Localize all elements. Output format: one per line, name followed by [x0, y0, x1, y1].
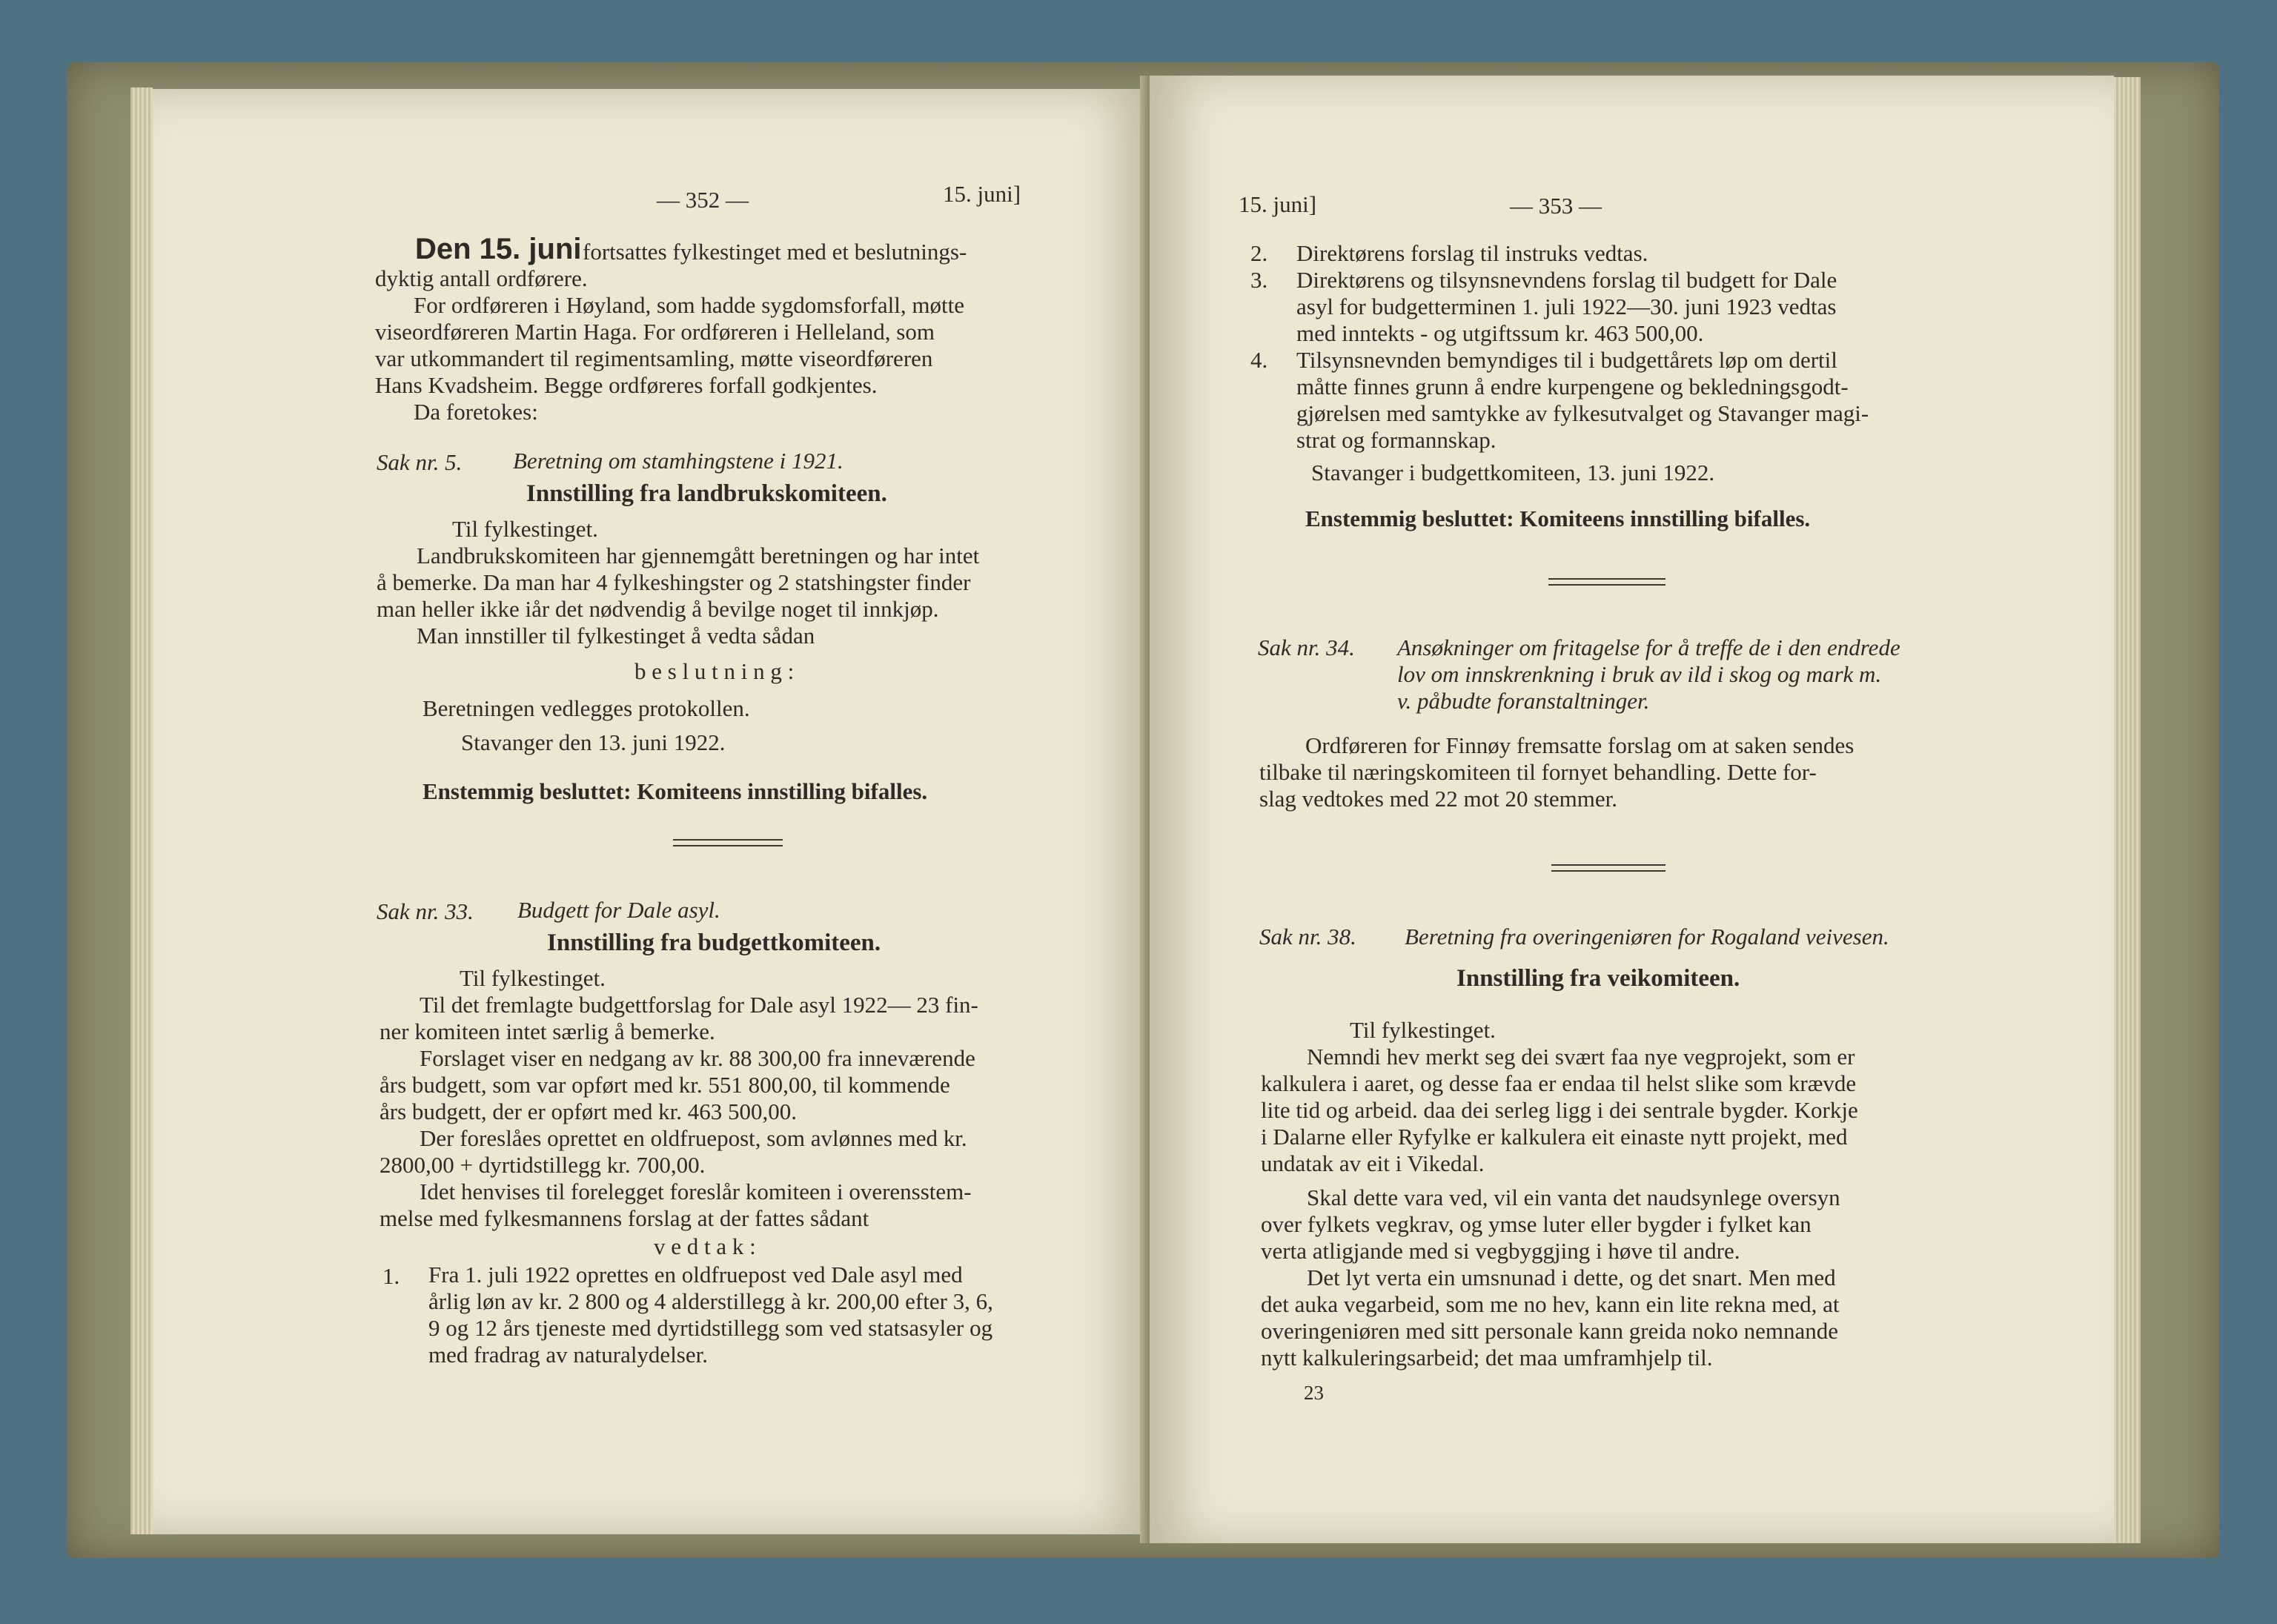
- list-line: Tilsynsnevnden bemyndiges til i budgettårets løp om dertil: [1296, 347, 1837, 373]
- body-line: undatak av eit i Vikedal.: [1261, 1150, 1485, 1176]
- sak-title: Ansøkninger om fritagelse for å treffe de i den endrede: [1397, 634, 1900, 660]
- body-line: slag vedtokes med 22 mot 20 stemmer.: [1259, 786, 1618, 812]
- list-number: 2.: [1250, 240, 1268, 266]
- body-line: Til det fremlagte budgettforslag for Dale asyl 1922— 23 fin-: [420, 992, 978, 1018]
- sak-label: Sak nr. 33.: [377, 898, 474, 924]
- intro-line: dyktig antall ordførere.: [375, 265, 588, 291]
- body-line: nytt kalkuleringsarbeid; det maa umframhjelp til.: [1261, 1345, 1713, 1371]
- date-prefix: Den 15. juni: [415, 233, 582, 265]
- section-heading: Innstilling fra budgettkomiteen.: [547, 929, 881, 956]
- intro-line: Da foretokes:: [414, 399, 538, 425]
- running-head: 15. juni]: [943, 181, 1021, 207]
- list-number: 3.: [1250, 267, 1268, 293]
- body-line: verta atligjande med si vegbyggjing i høve til andre.: [1261, 1238, 1740, 1264]
- page-edges-right: [2114, 77, 2141, 1543]
- sak-title: Budgett for Dale asyl.: [517, 897, 720, 923]
- body-line: det auka vegarbeid, som me no hev, kann ein lite rekna med, at: [1261, 1291, 1840, 1317]
- body-line: Fra 1. juli 1922 oprettes en oldfruepost ved Dale asyl med: [428, 1262, 963, 1287]
- body-line: kalkulera i aaret, og desse faa er endaa til helst slike som krævde: [1261, 1070, 1857, 1096]
- body-line: 2800,00 + dyrtidstillegg kr. 700,00.: [380, 1152, 706, 1178]
- list-line: asyl for budgetterminen 1. juli 1922—30. juni 1923 vedtas: [1296, 294, 1837, 319]
- list-line: Direktørens og tilsynsnevndens forslag til budgett for Dale: [1296, 267, 1837, 293]
- body-line: Ordføreren for Finnøy fremsatte forslag om at saken sendes: [1305, 732, 1855, 758]
- list-number: 4.: [1250, 347, 1268, 373]
- body-line: Beretningen vedlegges protokollen.: [422, 695, 750, 721]
- intro-line: For ordføreren i Høyland, som hadde sygdomsforfall, møtte: [414, 292, 964, 318]
- body-line: Landbrukskomiteen har gjennemgått beretningen og har intet: [417, 543, 980, 569]
- page-number: — 353 —: [1510, 193, 1602, 219]
- body-line: melse med fylkesmannens forslag at der fattes sådant: [380, 1205, 869, 1231]
- section-rule: [1551, 864, 1666, 872]
- decision: Enstemmig besluttet: Komiteens innstilling bifalles.: [1305, 506, 1811, 531]
- signoff: Stavanger i budgettkomiteen, 13. juni 1922.: [1311, 460, 1715, 485]
- spaced-heading: b e s l u t n i n g :: [634, 658, 795, 684]
- spaced-heading: v e d t a k :: [654, 1233, 756, 1259]
- body-line: Man innstiller til fylkestinget å vedta sådan: [417, 623, 815, 649]
- body-line: over fylkets vegkrav, og ymse luter eller bygder i fylket kan: [1261, 1211, 1812, 1237]
- body-line: Skal dette vara ved, vil ein vanta det naudsynlege oversyn: [1307, 1184, 1840, 1210]
- right-page: [1150, 76, 2114, 1543]
- body-line: 9 og 12 års tjeneste med dyrtidstillegg som ved statsasyler og: [428, 1315, 993, 1341]
- signature-mark: 23: [1304, 1382, 1324, 1404]
- list-line: strat og formannskap.: [1296, 427, 1497, 453]
- sak-label: Sak nr. 34.: [1258, 634, 1355, 660]
- running-head: 15. juni]: [1239, 191, 1317, 217]
- body-line: lite tid og arbeid. daa dei serleg ligg i dei sentrale bygder. Korkje: [1261, 1097, 1858, 1123]
- section-rule: [1548, 578, 1666, 586]
- list-line: med inntekts - og utgiftssum kr. 463 500,00.: [1296, 320, 1704, 346]
- body-line: års budgett, der er opført med kr. 463 500,00.: [380, 1098, 798, 1124]
- body-line: man heller ikke iår det nødvendig å bevilge noget til innkjøp.: [377, 596, 939, 622]
- body-line: Til fylkestinget.: [1350, 1017, 1496, 1043]
- decision: Enstemmig besluttet: Komiteens innstilling bifalles.: [422, 778, 928, 804]
- intro-line: Hans Kvadsheim. Begge ordføreres forfall godkjentes.: [375, 372, 878, 398]
- intro-line: fortsattes fylkestinget med et beslutnings-: [583, 239, 967, 265]
- left-page: [153, 89, 1150, 1534]
- sak-label: Sak nr. 5.: [377, 449, 463, 475]
- body-line: å bemerke. Da man har 4 fylkeshingster og 2 statshingster finder: [377, 569, 971, 595]
- body-line: Det lyt verta ein umsnunad i dette, og det snart. Men med: [1307, 1265, 1836, 1290]
- section-heading: Innstilling fra landbrukskomiteen.: [526, 480, 887, 507]
- sak-label: Sak nr. 38.: [1259, 924, 1356, 949]
- list-line: gjørelsen med samtykke av fylkesutvalget og Stavanger magi-: [1296, 400, 1869, 426]
- body-line: Nemndi hev merkt seg dei svært faa nye vegprojekt, som er: [1307, 1044, 1855, 1070]
- sak-title: Beretning fra overingeniøren for Rogaland veivesen.: [1405, 924, 1889, 949]
- intro-line: viseordføreren Martin Haga. For ordføreren i Helleland, som: [375, 319, 935, 345]
- section-heading: Innstilling fra veikomiteen.: [1456, 965, 1740, 992]
- body-line: Der foreslåes oprettet en oldfruepost, som avlønnes med kr.: [420, 1125, 967, 1151]
- list-line: Direktørens forslag til instruks vedtas.: [1296, 240, 1648, 266]
- body-line: overingeniøren med sitt personale kann greida noko nemnande: [1261, 1318, 1839, 1344]
- intro-line: var utkommandert til regimentsamling, møtte viseordføreren: [375, 345, 933, 371]
- sak-title: Beretning om stamhingstene i 1921.: [513, 448, 843, 474]
- body-line: Til fylkestinget.: [452, 516, 598, 542]
- body-line: Forslaget viser en nedgang av kr. 88 300,00 fra inneværende: [420, 1045, 975, 1071]
- sak-title: lov om innskrenkning i bruk av ild i skog og mark m.: [1397, 661, 1882, 687]
- section-rule: [673, 839, 783, 846]
- body-line: i Dalarne eller Ryfylke er kalkulera eit einaste nytt projekt, med: [1261, 1124, 1848, 1150]
- body-line: ner komiteen intet særlig å bemerke.: [380, 1018, 715, 1044]
- body-line: Idet henvises til forelegget foreslår komiteen i overensstem-: [420, 1179, 972, 1204]
- body-line: årlig løn av kr. 2 800 og 4 alderstillegg à kr. 200,00 efter 3, 6,: [428, 1288, 993, 1314]
- body-line: års budgett, som var opført med kr. 551 800,00, til kommende: [380, 1072, 950, 1098]
- sak-title: v. påbudte foranstaltninger.: [1397, 688, 1650, 714]
- body-line: med fradrag av naturalydelser.: [428, 1342, 708, 1368]
- page-number: — 352 —: [657, 187, 749, 213]
- page-edges-left: [130, 87, 153, 1534]
- body-line: Stavanger den 13. juni 1922.: [461, 729, 726, 755]
- list-number: 1.: [382, 1263, 400, 1289]
- body-line: tilbake til næringskomiteen til fornyet behandling. Dette for-: [1259, 759, 1817, 785]
- body-line: Til fylkestinget.: [460, 965, 606, 991]
- list-line: måtte finnes grunn å endre kurpengene og bekledningsgodt-: [1296, 374, 1849, 400]
